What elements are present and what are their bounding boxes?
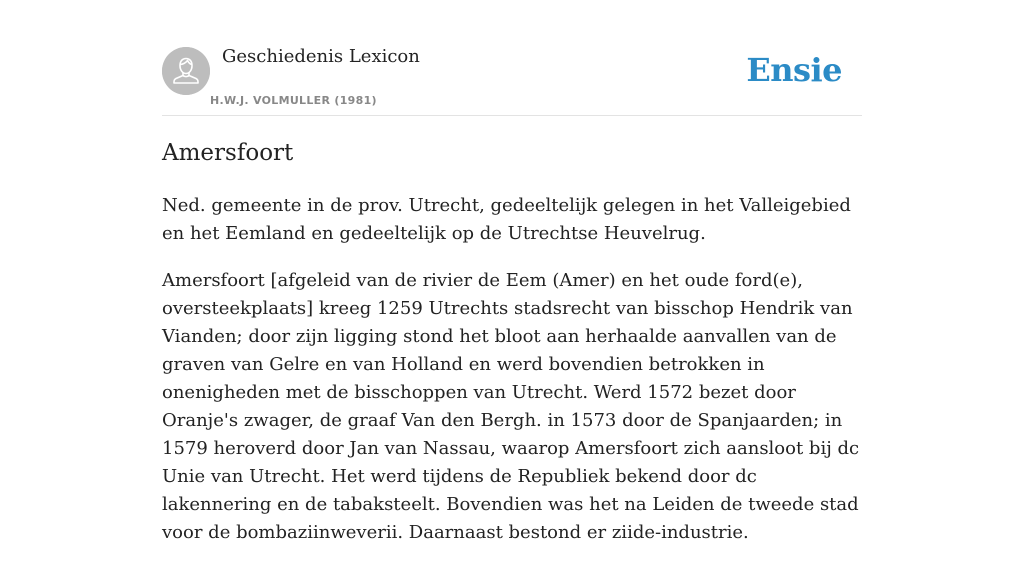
source-header: [162, 0, 862, 116]
user-avatar-icon[interactable]: [162, 47, 210, 95]
ensie-logo[interactable]: Ensie: [746, 51, 842, 89]
entry-content: [162, 192, 870, 566]
entry-paragraph: Amersfoort [afgeleid van de rivier de Eem (Amer) en het oude ford(e), oversteekplaats] kreeg 1259 Utrechts stadsrecht van bisschop Hendrik van Vianden; door zijn ligging stond het bloot aan herhaalde aanvallen van de graven van Gelre en van Holland en werd bovendien betrokken in onenigheden met de bisschoppen van Utrecht. Werd 1572 bezet door Oranje's zwager, de graaf Van den Bergh. in 1573 door de Spanjaarden; in 1579 heroverd door Jan van Nassau, waarop Amersfoort zich aansloot bij dc Unie van Utrecht. Het werd tijdens de Republiek bekend door dc lakennering en de tabaksteelt. Bovendien was het na Leiden de tweede stad voor de bombaziinweverii. Daarnaast bestond er ziide-industrie.: [162, 270, 860, 543]
entry-title: Amersfoort: [162, 140, 294, 166]
author-credit: H.W.J. VOLMULLER (1981): [210, 94, 377, 107]
entry-paragraph: Ned. gemeente in de prov. Utrecht, gedeeltelijk gelegen in het Valleigebied en het Eemland en gedeeltelijk op de Utrechtse Heuvelrug.: [162, 195, 851, 244]
source-title[interactable]: Geschiedenis Lexicon: [222, 46, 420, 67]
